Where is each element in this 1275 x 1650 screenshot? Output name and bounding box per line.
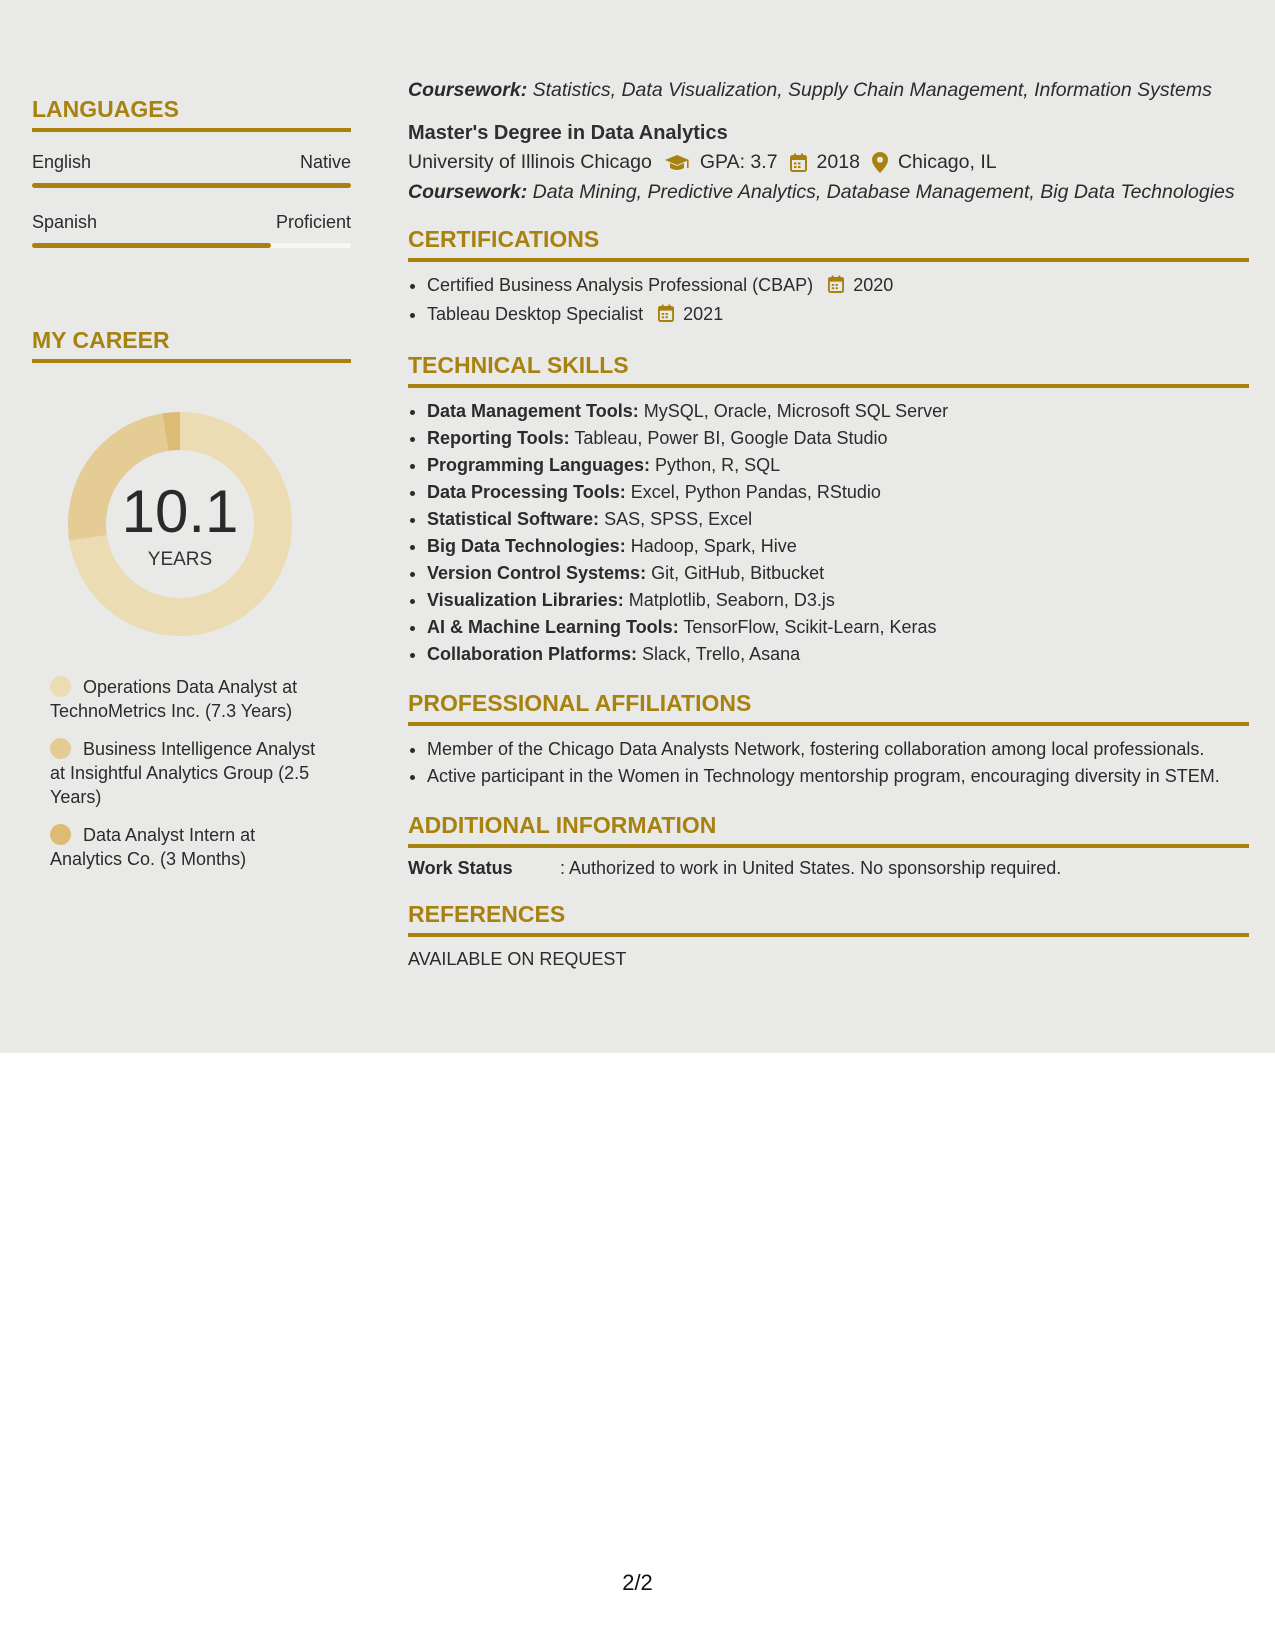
skill-item <box>427 641 1249 668</box>
degree-title: Master's Degree in Data Analytics <box>408 122 728 144</box>
skill-item <box>427 398 1249 425</box>
language-name: Spanish <box>32 212 98 232</box>
language-level-fill <box>32 243 271 248</box>
work-status-label: Work Status <box>408 858 513 878</box>
previous-coursework <box>408 78 1249 102</box>
skill-item <box>427 452 1249 479</box>
legend-item <box>50 737 320 809</box>
skill-item <box>427 506 1249 533</box>
legend-dot <box>50 738 71 759</box>
skill-label: Big Data Technologies: <box>427 536 626 556</box>
certifications-section <box>408 226 1249 330</box>
skill-value: Python, R, SQL <box>655 455 781 475</box>
legend-label: Operations Data Analyst at TechnoMetrics Inc. (7.3 Years) <box>50 677 298 721</box>
left-column <box>32 96 351 885</box>
coursework-label: Coursework: <box>408 79 528 101</box>
technical-skills-title: TECHNICAL SKILLS <box>408 352 1249 388</box>
certification-year: 2021 <box>683 304 724 324</box>
school-location: Chicago, IL <box>897 151 997 173</box>
work-status-row <box>408 858 1249 879</box>
skill-label: Data Management Tools: <box>427 401 639 421</box>
donut-total-value: 10.1 <box>121 478 239 545</box>
graduation-year: 2018 <box>816 151 860 173</box>
skill-item <box>427 614 1249 641</box>
calendar-icon <box>658 303 674 330</box>
language-name: English <box>32 152 92 172</box>
language-level-bar <box>32 183 351 188</box>
certification-item <box>427 301 1249 330</box>
affiliations-section <box>408 690 1249 790</box>
calendar-icon <box>790 153 807 172</box>
gpa: GPA: 3.7 <box>699 151 778 173</box>
skill-label: Statistical Software: <box>427 509 600 529</box>
skill-value: SAS, SPSS, Excel <box>604 509 753 529</box>
skill-value: Slack, Trello, Asana <box>642 644 801 664</box>
languages-title: LANGUAGES <box>32 96 351 132</box>
calendar-icon <box>828 274 844 301</box>
legend-dot <box>50 676 71 697</box>
donut-total-unit: YEARS <box>147 549 213 570</box>
skill-item <box>427 533 1249 560</box>
additional-info-title: ADDITIONAL INFORMATION <box>408 812 1249 848</box>
skill-item <box>427 425 1249 452</box>
work-status-value: : Authorized to work in United States. No sponsorship required. <box>560 858 1062 878</box>
page-number: 2/2 <box>622 1570 653 1595</box>
certification-year: 2020 <box>853 275 894 295</box>
career-legend <box>50 675 320 871</box>
coursework-text: Statistics, Data Visualization, Supply Chain Management, Information Systems <box>532 79 1212 101</box>
skill-label: Reporting Tools: <box>427 428 570 448</box>
skill-label: Visualization Libraries: <box>427 590 624 610</box>
affiliation-item: • Member of the Chicago Data Analysts Network, fostering collaboration among local professionals. <box>427 736 1249 763</box>
school-name: University of Illinois Chicago <box>408 151 652 173</box>
skill-value: Matplotlib, Seaborn, D3.js <box>628 590 835 610</box>
skill-label: Collaboration Platforms: <box>427 644 638 664</box>
affiliations-list <box>408 736 1249 790</box>
legend-item <box>50 675 320 723</box>
skill-value: Tableau, Power BI, Google Data Studio <box>574 428 888 448</box>
career-title: MY CAREER <box>32 327 351 363</box>
language-level: Proficient <box>275 212 351 232</box>
skill-label: Programming Languages: <box>427 455 651 475</box>
skill-label: Data Processing Tools: <box>427 482 626 502</box>
language-level: Native <box>299 152 351 172</box>
skill-value: Git, GitHub, Bitbucket <box>651 563 825 583</box>
skill-value: TensorFlow, Scikit-Learn, Keras <box>683 617 937 637</box>
certification-name: Certified Business Analysis Professional (CBAP) <box>427 275 814 295</box>
right-column <box>408 78 1249 970</box>
references-section <box>408 901 1249 970</box>
certifications-list <box>408 272 1249 330</box>
legend-label: Business Intelligence Analyst at Insightful Analytics Group (2.5 Years) <box>50 739 316 807</box>
skill-item <box>427 587 1249 614</box>
skills-list <box>408 398 1249 668</box>
skill-label: AI & Machine Learning Tools: <box>427 617 679 637</box>
affiliation-item: • Active participant in the Women in Technology mentorship program, encouraging diversity in STEM. <box>427 763 1249 790</box>
skill-value: MySQL, Oracle, Microsoft SQL Server <box>643 401 949 421</box>
language-level-fill <box>32 183 351 188</box>
legend-dot <box>50 824 71 845</box>
additional-info-section <box>408 812 1249 879</box>
certifications-title: CERTIFICATIONS <box>408 226 1249 262</box>
references-text: AVAILABLE ON REQUEST <box>408 949 627 969</box>
affiliations-title: PROFESSIONAL AFFILIATIONS <box>408 690 1249 726</box>
technical-skills-section <box>408 352 1249 668</box>
degree-coursework <box>408 180 1249 204</box>
skill-item <box>427 479 1249 506</box>
skill-value: Hadoop, Spark, Hive <box>630 536 797 556</box>
language-level-bar <box>32 243 351 248</box>
location-pin-icon <box>872 152 888 173</box>
certification-name: Tableau Desktop Specialist <box>427 304 644 324</box>
language-item <box>32 152 351 188</box>
language-item <box>32 212 351 248</box>
coursework-label: Coursework: <box>408 181 528 203</box>
skill-value: Excel, Python Pandas, RStudio <box>630 482 881 502</box>
references-title: REFERENCES <box>408 901 1249 937</box>
legend-label: Data Analyst Intern at Analytics Co. (3 Months) <box>50 825 256 869</box>
graduation-cap-icon <box>664 153 690 173</box>
skill-item <box>427 560 1249 587</box>
certification-item <box>427 272 1249 301</box>
coursework-text: Data Mining, Predictive Analytics, Database Management, Big Data Technologies <box>532 181 1235 203</box>
education-meta <box>408 151 1249 174</box>
legend-item <box>50 823 320 871</box>
skill-label: Version Control Systems: <box>427 563 647 583</box>
career-donut-chart <box>65 409 295 639</box>
